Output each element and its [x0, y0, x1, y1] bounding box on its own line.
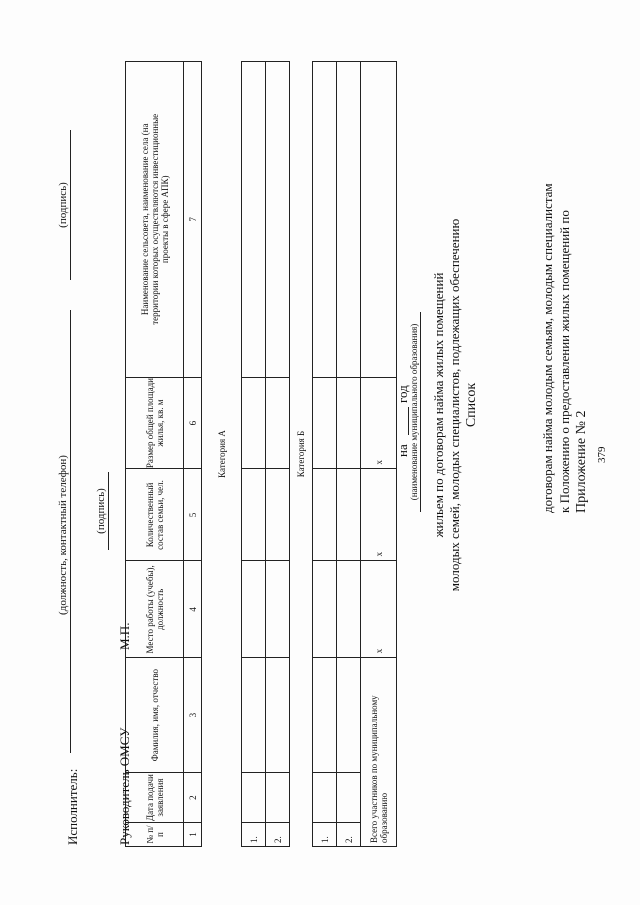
- year-line: [408, 407, 409, 435]
- row-number: 2.: [337, 823, 361, 847]
- table-header-row: [126, 62, 184, 847]
- header-name: Фамилия, имя, отчество: [126, 658, 184, 773]
- table-row: [266, 62, 290, 847]
- table-numbers-row: [184, 62, 202, 847]
- year-suffix: год: [395, 385, 410, 403]
- page-number: 379: [596, 446, 608, 463]
- signature-caption2: (подпись): [57, 182, 69, 228]
- appendix-line1: к Положению о предоставлении жилых помещений по: [557, 210, 572, 513]
- head-label: Руководитель ОМСУ: [117, 727, 132, 845]
- year-prefix: на: [395, 444, 410, 457]
- category-a-row: [202, 62, 242, 847]
- families-table: [125, 61, 397, 847]
- table-row: [242, 62, 266, 847]
- executor-label: Исполнитель:: [65, 768, 80, 845]
- total-mark: х: [361, 377, 397, 469]
- col-number: 3: [184, 658, 202, 773]
- category-b-row: [290, 62, 313, 847]
- header-workplace: Место работы (учебы), должность: [126, 561, 184, 658]
- position-caption: (должность, контактный телефон): [57, 455, 69, 615]
- row-number: 1.: [313, 823, 337, 847]
- total-mark: х: [361, 469, 397, 561]
- appendix-line2: договорам найма молодым семьям, молодым специалистам: [540, 183, 555, 513]
- row-number: 1.: [242, 823, 266, 847]
- header-family-size: Количественный состав семьи, чел.: [126, 469, 184, 561]
- header-village: Наименование сельсовета, наименование села (на территории которых осуществляются инвестиционные проекты в сфере АПК): [126, 62, 184, 378]
- executor-signature-line: [70, 130, 71, 280]
- col-number: 2: [184, 773, 202, 823]
- total-row: [361, 62, 397, 847]
- seal-label: М.П.: [117, 622, 132, 650]
- position-line: [70, 310, 71, 753]
- header-area: Размер общей площади жилья, кв. м: [126, 377, 184, 469]
- list-subtitle-line1: молодых семей, молодых специалистов, подлежащих обеспечению: [447, 218, 462, 592]
- total-mark: х: [361, 561, 397, 658]
- category-b-label: Категория Б: [290, 62, 313, 847]
- table-row: [337, 62, 361, 847]
- col-number: 7: [184, 62, 202, 378]
- table-row: [313, 62, 337, 847]
- header-number: № п/п: [126, 823, 184, 847]
- signature-caption: (подпись): [95, 488, 107, 534]
- col-number: 5: [184, 469, 202, 561]
- appendix-title: Приложение № 2: [574, 410, 589, 513]
- list-title: Список: [464, 382, 479, 428]
- row-number: 2.: [266, 823, 290, 847]
- col-number: 6: [184, 377, 202, 469]
- total-label: Всего участников по муниципальному образованию: [361, 658, 397, 847]
- municipality-line: [420, 312, 421, 512]
- col-number: 4: [184, 561, 202, 658]
- col-number: 1: [184, 823, 202, 847]
- header-date: Дата подачи заявления: [126, 773, 184, 823]
- list-subtitle-line2: жильем по договорам найма жилых помещений: [431, 272, 446, 538]
- signature-line: [108, 472, 109, 550]
- municipality-caption: (наименование муниципального образования): [409, 323, 419, 501]
- category-a-label: Категория А: [202, 62, 242, 847]
